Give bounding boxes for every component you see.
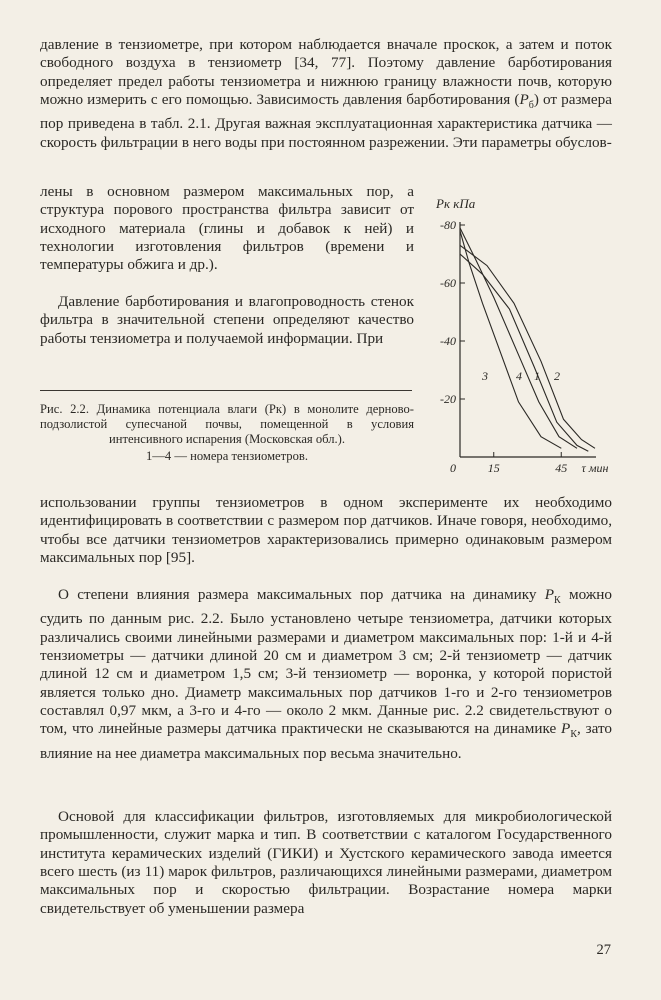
figure-caption-text: Рис. 2.2. Динамика потенциала влаги (Pк) в монолите дерново-подзолистой супесчаной почвы, помещенной в условия интенсивного испарения (Московская обл.). bbox=[40, 402, 414, 446]
tick-labels bbox=[440, 218, 609, 475]
paragraph-1a: давление в тензиометре, при котором наблюдается вначале проскок, а затем и поток свободного воздуха в тензиометр [34, 77]. Поэтому давление барботирования определяет предел работы тензиометра и нижнюю границу влажности почв, которую можно измерить с его помощью. Зависимость давления барботирования $(P_б)$ от размера пор приведена в табл. 2.1. Другая важная эксплуатационная характеристика датчика — скорость фильтрации в него воды при постоянном разрежении. Эти параметры обуслов- bbox=[40, 36, 612, 151]
series-line-2 bbox=[460, 245, 595, 448]
y-axis-label: Pк кПа bbox=[436, 196, 476, 211]
series-label: 3 bbox=[482, 369, 488, 383]
figure-legend: 1—4 — номера тензиометров. bbox=[146, 449, 308, 463]
y-tick-label: -60 bbox=[440, 276, 456, 290]
paragraph-5: Основой для классификации фильтров, изготовляемых для микробиологической промышленности, служит марка и тип. В соответствии с каталогом Государственного института керамических изделий (ГИКИ) и Хустского керамического завода имеется всего шесть (из 11) марок фильтров, различающихся линейными размерами, диаметром максимальных пор и скоростью фильтрации. Возрастание номера марки свидетельствует об уменьшении размера bbox=[40, 808, 612, 917]
paragraph-3: использовании группы тензиометров в одном эксперименте их необходимо идентифицировать в соответствии с размером пор датчиков. Иначе говоря, необходимо, чтобы все датчики тензиометров характеризовались примерно одинаковым размером максимальных пор [95]. bbox=[40, 494, 612, 567]
y-tick-label: -40 bbox=[440, 334, 456, 348]
y-tick-label: -20 bbox=[440, 392, 456, 406]
series-lines bbox=[460, 228, 595, 451]
series-line-1 bbox=[460, 254, 588, 451]
page-number: 27 bbox=[596, 942, 611, 958]
series-label: 4 bbox=[516, 369, 522, 383]
caption-rule bbox=[40, 390, 412, 391]
series-line-3 bbox=[460, 231, 561, 448]
series-line-4 bbox=[460, 228, 577, 448]
series-label: 2 bbox=[554, 369, 560, 383]
x-tick-label: 45 bbox=[555, 461, 568, 475]
y-tick-label: -80 bbox=[440, 218, 456, 232]
paragraph-2: Давление барботирования и влагопроводность стенок фильтра в значительной степени определяют качество работы тензиометра и получаемой информации. При bbox=[40, 293, 414, 347]
figure-2-2-chart bbox=[418, 192, 618, 477]
paragraph-1b: лены в основном размером максимальных пор, а структура порового пространства фильтра зависит от исходного материала (глины и добавок к ней) и технологии изготовления фильтров (времени и температуры обжига и др.). bbox=[40, 183, 414, 274]
series-label: 1 bbox=[534, 369, 540, 383]
x-tick-label: 15 bbox=[487, 461, 500, 475]
paragraph-4: О степени влияния размера максимальных пор датчика на динамику $P_К$ можно судить по данным рис. 2.2. Было установлено четыре тензиометра, датчики которых различались своими линейными размерами и диаметром максимальных пор: 1-й и 4-й тензиометры — датчики длиной 20 см и диаметром 3 см; 2-й тензиометр — датчик длиной 12 см и диаметром 1,5 см; 3-й тензиометр — воронка, у которой пористой является только дно. Диаметр максимальных пор датчиков 1-го и 2-го тензиометров составлял 0,97 мкм, а 3-го и 4-го — около 2 мкм. Данные рис. 2.2 свидетельствуют о том, что линейные размеры датчика практически не сказываются на динамике $P_К$, зато влияние на нее диаметра максимальных пор весьма значительно. bbox=[40, 586, 612, 762]
x-axis-label: τ мин bbox=[581, 461, 609, 475]
x-tick-label: 0 bbox=[450, 461, 456, 475]
figure-caption bbox=[40, 402, 414, 464]
